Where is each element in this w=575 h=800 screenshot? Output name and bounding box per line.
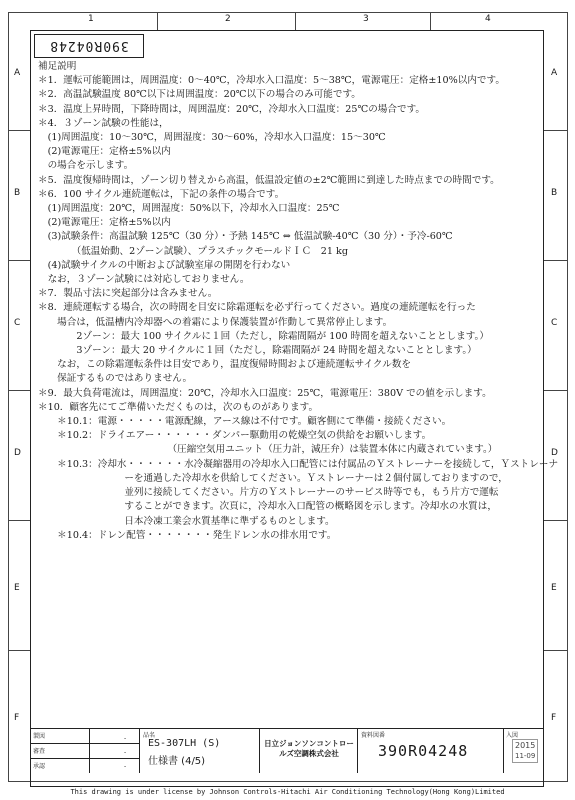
column-number: 2	[225, 14, 231, 24]
note-line: ＊10.4：ドレン配管・・・・・・・発生ドレン水の排水用です。	[38, 529, 337, 541]
row-letter: B	[14, 188, 21, 198]
grid-tick	[544, 390, 568, 391]
note-line: なお，この除霜運転条件は目安であり，温度復帰時間および連続運転サイクル数を	[38, 359, 412, 371]
note-line: 保証するものではありません。	[38, 373, 193, 385]
note-line: ＊10.3：冷却水・・・・・・水冷凝縮器用の冷却水入口配管には付属品のＹストレーナーを接続して，Ｙストレーナ	[38, 458, 559, 470]
note-line: ＊7．製品寸法に突起部分は含みません。	[38, 288, 218, 300]
date-label: 入図	[506, 732, 519, 739]
title-block	[30, 728, 544, 773]
drawing-number-cell	[358, 729, 504, 773]
divider	[90, 758, 140, 759]
note-line: (2)電源電圧：定格±5%以内	[38, 146, 171, 158]
product-name-cell	[140, 729, 260, 773]
note-line: ＊6．100 サイクル連続運転は，下記の条件の場合です。	[38, 188, 285, 200]
role-value: -	[124, 749, 127, 756]
note-line: ＊2．高温試験温度 80℃以下は周囲温度：20℃以下の場合のみ可能です。	[38, 89, 361, 101]
note-line: （低温始動、2ゾーン試験）、プラスチックモールドＩＣ 21 kg	[38, 245, 348, 257]
grid-tick	[8, 650, 30, 651]
flipped-drawing-number: 390R04248	[34, 34, 144, 58]
grid-tick	[8, 520, 30, 521]
grid-tick	[157, 12, 158, 30]
grid-tick	[430, 12, 431, 30]
note-line: 場合は，低温槽内冷却器への着霜により保護装置が作動して異常停止します。	[38, 316, 393, 328]
grid-tick	[544, 130, 568, 131]
note-line: 並列に接続してください。片方のＹストレーナーのサービス時等でも，もう片方で運転	[38, 487, 499, 499]
row-letter: D	[551, 448, 558, 458]
product-name: ES-307LH (S)	[148, 738, 221, 749]
company-name: 日立ジョンソンコントロールズ空調株式会社	[264, 739, 354, 758]
row-letter: A	[14, 68, 21, 78]
grid-tick	[8, 130, 30, 131]
row-letter: F	[551, 713, 557, 723]
signature-column	[90, 729, 140, 773]
note-line: ＊5．温度復帰時間は，ゾーン切り替えから高温，低温設定値の±2℃範囲に到達した時点までの時間です。	[38, 174, 500, 186]
column-number: 3	[363, 14, 369, 24]
note-line: ＊10.2：ドライエアー・・・・・・ダンパー駆動用の乾燥空気の供給をお願いします。	[38, 430, 432, 442]
grid-tick	[544, 260, 568, 261]
role-value: -	[124, 735, 127, 742]
column-number: 4	[485, 14, 491, 24]
divider	[30, 758, 90, 759]
row-letter: E	[14, 583, 20, 593]
divider	[30, 743, 90, 744]
notes-heading: 補足説明	[38, 61, 77, 72]
row-letter: D	[14, 448, 21, 458]
name-label: 品名	[143, 732, 156, 739]
role-label: 審査	[33, 748, 46, 755]
note-line: の場合を示します。	[38, 160, 134, 172]
note-line: ＊10.1：電源・・・・・電源配線，アース線は不付です。顧客側にて準備・接続ください。	[38, 416, 452, 428]
grid-tick	[295, 12, 296, 30]
notes-body	[38, 60, 559, 543]
note-line: 2ゾーン：最大 100 サイクルに１回（ただし，除霜間隔が 100 時間を超えないこととします。）	[38, 330, 489, 342]
row-letter: C	[551, 318, 558, 328]
role-value: -	[124, 763, 127, 770]
role-label: 製図	[33, 733, 46, 740]
note-line: (1)周囲温度：20℃，周囲湿度：50%以下，冷却水入口温度：25℃	[38, 203, 340, 215]
note-line: (4)試験サイクルの中断および試験室扉の開閉を行わない	[38, 259, 291, 271]
column-number: 1	[88, 14, 94, 24]
drawing-no-label: 資料図番	[361, 732, 386, 739]
license-footer: This drawing is under license by Johnson Controls-Hitachi Air Conditioning Technology(Hong Kong)Limited	[70, 788, 505, 796]
note-line: ＊1．運転可能範囲は，周囲温度：0～40℃，冷却水入口温度：5～38℃，電源電圧：定格±10%以内です。	[38, 75, 505, 87]
row-letter: A	[551, 68, 558, 78]
grid-tick	[544, 520, 568, 521]
row-letter: F	[14, 713, 20, 723]
role-column	[30, 729, 90, 773]
note-line: 日本冷凍工業会水質基準に準ずるものとします。	[38, 515, 335, 527]
divider	[90, 743, 140, 744]
row-letter: B	[551, 188, 558, 198]
note-line: ーを通過した冷却水を供給してください。Ｙストレーナーは２個付属しておりますので，	[38, 472, 508, 484]
role-label: 承認	[33, 763, 46, 770]
grid-tick	[8, 260, 30, 261]
grid-tick	[8, 390, 30, 391]
grid-tick	[544, 650, 568, 651]
note-line: ＊10．顧客先にてご準備いただくものは，次のものがあります。	[38, 401, 319, 413]
drawing-number: 390R04248	[378, 742, 469, 760]
row-letter: E	[551, 583, 557, 593]
date-year: 2015	[515, 741, 536, 750]
note-line: することができます。次頁に，冷却水入口配管の概略図を示します。冷却水の水質は，	[38, 501, 497, 513]
note-line: 3ゾーン：最大 20 サイクルに１回（ただし，除霜間隔が 24 時間を超えないこととします。）	[38, 345, 477, 357]
note-line: ＊8．連続運転する場合，次の時間を目安に除霜運転を必ず行ってください。過度の連続運転を行った	[38, 302, 476, 314]
date-stamp	[512, 739, 538, 763]
row-letter: C	[14, 318, 21, 328]
note-line: ＊9．最大負荷電流は，周囲温度：20℃，冷却水入口温度：25℃，電源電圧：380V での値を示します。	[38, 387, 492, 399]
note-line: ＊3．温度上昇時間，下降時間は，周囲温度：20℃，冷却水入口温度：25℃の場合です。	[38, 103, 425, 115]
date-cell	[504, 729, 544, 773]
note-line: なお，３ゾーン試験には対応しておりません。	[38, 274, 250, 286]
document-subtitle: 仕様書 (4/5)	[148, 756, 206, 767]
note-line: ＊4．３ゾーン試験の性能は，	[38, 117, 169, 129]
note-line: (2)電源電圧：定格±5%以内	[38, 217, 171, 229]
note-line: (3)試験条件：高温試験 125℃（30 分）・予熱 145℃ ⇔ 低温試験-40℃（30 分）・予冷-60℃	[38, 231, 453, 243]
note-line: （圧縮空気用ユニット（圧力計，減圧弁）は装置本体に内蔵されています。）	[38, 444, 498, 456]
note-line: (1)周囲温度：10～30℃，周囲湿度：30～60%，冷却水入口温度：15～30℃	[38, 132, 386, 144]
date-value: 11-09	[515, 752, 536, 760]
company-cell	[260, 729, 358, 773]
